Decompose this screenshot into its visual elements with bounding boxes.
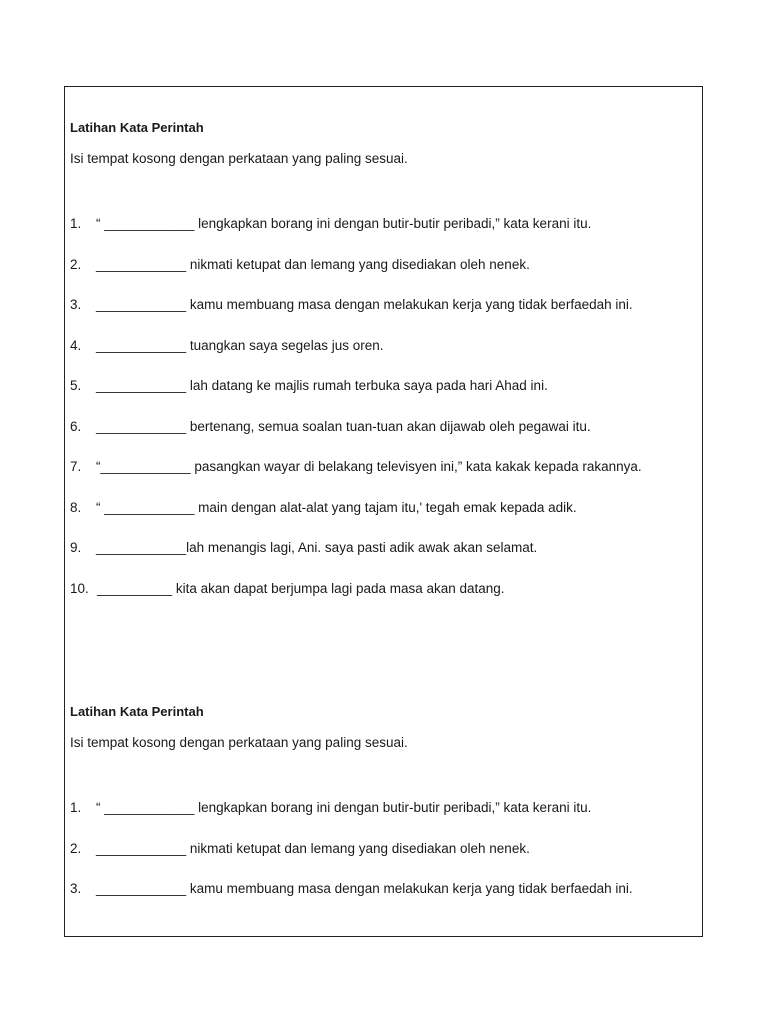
question-item: [70, 841, 695, 882]
section-instruction: Isi tempat kosong dengan perkataan yang paling sesuai.: [70, 151, 408, 166]
question-text: ____________ tuangkan saya segelas jus oren.: [96, 337, 384, 353]
question-list: [70, 216, 695, 621]
question-number: 1.: [70, 800, 82, 815]
section-title: Latihan Kata Perintah: [70, 120, 204, 135]
question-item: [70, 581, 695, 622]
question-list: [70, 800, 695, 922]
question-item: [70, 881, 695, 922]
question-text: “____________ pasangkan wayar di belakang televisyen ini,” kata kakak kepada rakannya.: [96, 459, 642, 474]
question-number: 2.: [70, 256, 82, 272]
question-item: [70, 800, 695, 841]
question-item: [70, 297, 695, 338]
question-text: “ ____________ lengkapkan borang ini dengan butir-butir peribadi,” kata kerani itu.: [96, 216, 592, 231]
question-text: ____________ nikmati ketupat dan lemang yang disediakan oleh nenek.: [96, 256, 530, 272]
question-number: 3.: [70, 881, 82, 896]
question-number: 5.: [70, 378, 82, 393]
question-item: [70, 459, 695, 500]
question-number: 7.: [70, 459, 82, 474]
question-item: [70, 540, 695, 581]
question-text: ____________ lah datang ke majlis rumah terbuka saya pada hari Ahad ini.: [96, 378, 548, 393]
question-text: ____________ kamu membuang masa dengan melakukan kerja yang tidak berfaedah ini.: [96, 297, 633, 312]
question-number: 4.: [70, 337, 82, 353]
question-item: [70, 257, 695, 298]
question-number: 2.: [70, 840, 82, 856]
question-number: 3.: [70, 297, 82, 312]
question-number: 1.: [70, 216, 82, 231]
question-text: ____________ bertenang, semua soalan tuan-tuan akan dijawab oleh pegawai itu.: [96, 418, 591, 434]
question-text: ____________ nikmati ketupat dan lemang yang disediakan oleh nenek.: [96, 840, 530, 856]
exercise-section-1: [70, 120, 695, 621]
question-item: [70, 500, 695, 541]
question-number: 10.: [70, 580, 89, 596]
question-item: [70, 378, 695, 419]
section-instruction: Isi tempat kosong dengan perkataan yang paling sesuai.: [70, 735, 408, 750]
question-text: __________ kita akan dapat berjumpa lagi pada masa akan datang.: [97, 580, 505, 596]
section-title: Latihan Kata Perintah: [70, 704, 204, 719]
question-item: [70, 338, 695, 379]
question-number: 6.: [70, 418, 82, 434]
question-number: 8.: [70, 499, 82, 515]
question-number: 9.: [70, 540, 82, 555]
question-item: [70, 419, 695, 460]
question-item: [70, 216, 695, 257]
question-text: “ ____________ lengkapkan borang ini dengan butir-butir peribadi,” kata kerani itu.: [96, 800, 592, 815]
question-text: “ ____________ main dengan alat-alat yang tajam itu,' tegah emak kepada adik.: [96, 499, 577, 515]
question-text: ____________ kamu membuang masa dengan melakukan kerja yang tidak berfaedah ini.: [96, 881, 633, 896]
exercise-section-2: [70, 704, 695, 922]
question-text: ____________lah menangis lagi, Ani. saya pasti adik awak akan selamat.: [96, 540, 538, 555]
